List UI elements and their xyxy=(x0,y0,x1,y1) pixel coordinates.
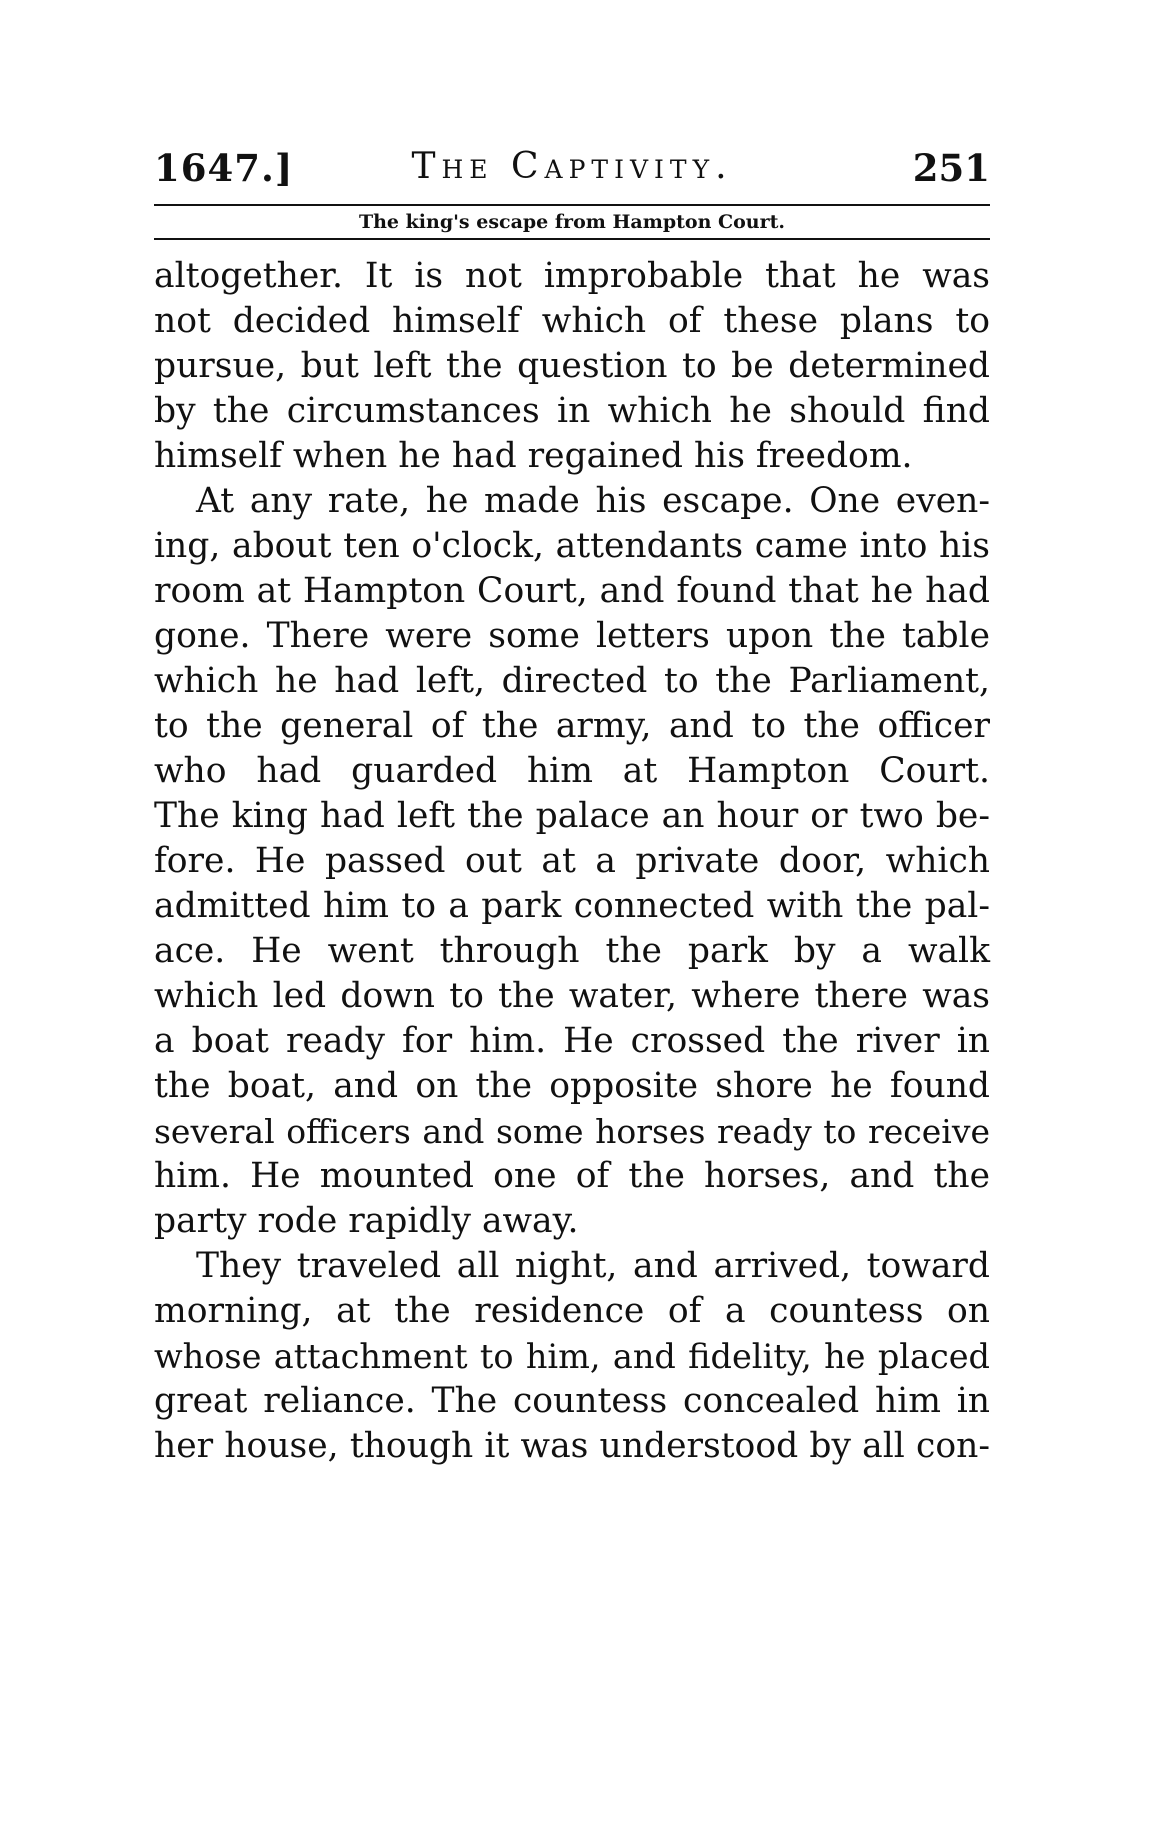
text-line: who had guarded him at Hampton Court. xyxy=(154,751,990,791)
text-line: ing, about ten o'clock, attendants came into his xyxy=(154,526,990,566)
text-line: by the circumstances in which he should find xyxy=(154,391,990,431)
section-subheading: The king's escape from Hampton Court. xyxy=(358,211,786,233)
text-line: him. He mounted one of the horses, and the xyxy=(154,1156,990,1196)
text-line: gone. There were some letters upon the table xyxy=(154,616,990,656)
running-head-year: 1647.] xyxy=(154,146,294,190)
body-text xyxy=(154,254,990,1469)
page-number: 251 xyxy=(912,146,990,190)
header-rule-bottom xyxy=(154,238,990,240)
text-line: a boat ready for him. He crossed the river in xyxy=(154,1021,990,1061)
text-line: great reliance. The countess concealed him in xyxy=(154,1381,990,1421)
text-line: pursue, but left the question to be determined xyxy=(154,346,990,386)
text-line: which he had left, directed to the Parliament, xyxy=(154,661,990,701)
text-line: party rode rapidly away. xyxy=(154,1201,579,1241)
text-line: At any rate, he made his escape. One even- xyxy=(196,481,990,521)
text-line: himself when he had regained his freedom. xyxy=(154,436,913,476)
text-line: room at Hampton Court, and found that he had xyxy=(154,571,990,611)
text-line: the boat, and on the opposite shore he found xyxy=(154,1066,990,1106)
text-line: fore. He passed out at a private door, which xyxy=(154,841,990,881)
text-line: morning, at the residence of a countess on xyxy=(154,1291,990,1331)
text-line: which led down to the water, where there was xyxy=(154,976,990,1016)
text-line: several officers and some horses ready to receive xyxy=(154,1112,990,1151)
text-line: to the general of the army, and to the officer xyxy=(154,706,990,746)
book-page xyxy=(154,140,990,1469)
text-line: not decided himself which of these plans to xyxy=(154,301,990,341)
text-line: admitted him to a park connected with the pal- xyxy=(154,886,990,926)
text-line: ace. He went through the park by a walk xyxy=(154,931,990,971)
text-line: whose attachment to him, and fidelity, he placed xyxy=(154,1337,990,1376)
text-line: They traveled all night, and arrived, toward xyxy=(196,1246,990,1286)
text-line: her house, though it was understood by all con- xyxy=(154,1426,990,1466)
text-line: The king had left the palace an hour or two be- xyxy=(154,796,990,836)
running-head xyxy=(154,140,990,196)
running-head-title: The Captivity. xyxy=(411,146,733,187)
text-line: altogether. It is not improbable that he was xyxy=(154,256,990,296)
